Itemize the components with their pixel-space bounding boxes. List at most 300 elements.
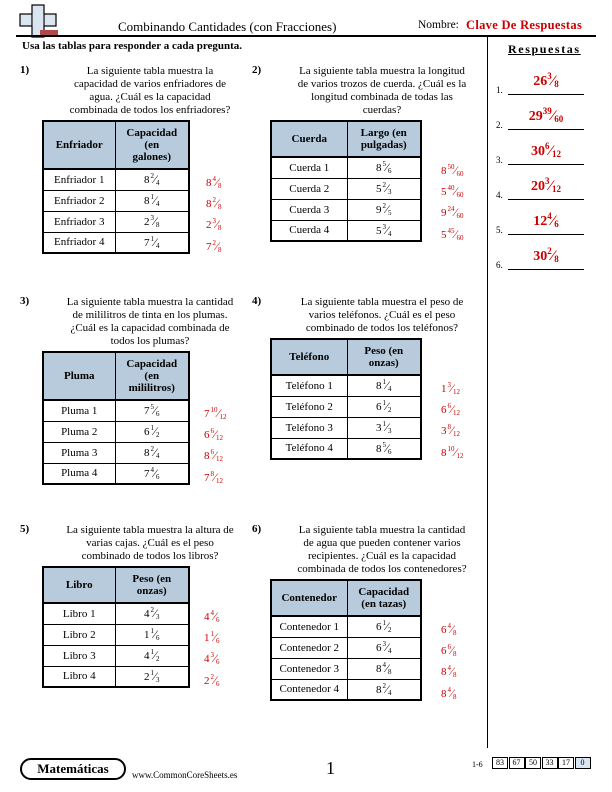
numerator: 3 xyxy=(212,217,216,226)
whole-part: 5 xyxy=(375,183,382,195)
numerator: 2 xyxy=(150,445,154,453)
denominator: 12 xyxy=(216,476,224,485)
mixed-number xyxy=(144,403,160,418)
column-header xyxy=(115,567,189,603)
whole-part: 8 xyxy=(143,447,150,459)
mixed-number xyxy=(376,619,392,634)
fraction-slash: ⁄ xyxy=(214,427,217,442)
denominator: 4 xyxy=(156,241,160,250)
row-label: Contenedor 3 xyxy=(271,658,347,679)
table-row xyxy=(43,666,189,687)
fraction-slash: ⁄ xyxy=(451,423,454,438)
numerator: 3 xyxy=(544,176,550,186)
row-value xyxy=(115,400,189,421)
fraction-slash: ⁄ xyxy=(454,444,457,459)
mixed-number xyxy=(531,141,561,160)
denominator: 8 xyxy=(554,254,559,264)
whole-part: 9 xyxy=(375,204,382,216)
fraction-slash: ⁄ xyxy=(549,143,552,159)
fraction-slash: ⁄ xyxy=(451,685,454,700)
fraction-slash: ⁄ xyxy=(451,381,454,395)
problem-text-line: agua. ¿Cuál es la capacidad xyxy=(89,91,211,103)
mixed-number xyxy=(441,445,464,460)
whole-part: 8 xyxy=(206,198,212,211)
whole-part: 8 xyxy=(375,442,382,455)
denominator: 2 xyxy=(156,431,160,439)
row-answer xyxy=(206,175,222,190)
fraction-slash: ⁄ xyxy=(153,606,156,621)
denominator: 3 xyxy=(156,675,160,684)
row-label: Pluma 1 xyxy=(43,400,115,421)
denominator: 60 xyxy=(456,233,464,242)
denominator: 12 xyxy=(552,184,561,194)
problem-text-line: La siguiente tabla muestra la xyxy=(86,65,214,77)
answer-line xyxy=(508,234,584,235)
problem-number: 1) xyxy=(20,64,30,76)
data-table xyxy=(270,579,422,701)
numerator: 3 xyxy=(547,71,552,81)
problem-text xyxy=(282,524,482,576)
score-range: 1-6 xyxy=(472,760,483,769)
denominator: 3 xyxy=(388,427,392,435)
column-header-line: (en tazas) xyxy=(361,598,407,610)
fraction-slash: ⁄ xyxy=(216,175,219,189)
mixed-number xyxy=(204,651,220,666)
denominator: 8 xyxy=(453,629,457,637)
denominator: 12 xyxy=(453,409,461,418)
whole-part: 8 xyxy=(375,683,382,696)
row-label: Libro 2 xyxy=(43,624,115,645)
row-label: Contenedor 2 xyxy=(271,637,347,658)
numerator: 50 xyxy=(447,163,455,171)
denominator: 60 xyxy=(456,170,464,178)
fraction-slash: ⁄ xyxy=(216,238,219,253)
fraction-slash: ⁄ xyxy=(385,681,388,696)
score-box: 83 xyxy=(492,757,508,769)
answer-number: 5. xyxy=(496,225,503,235)
table-row xyxy=(43,169,189,190)
whole-part: 2 xyxy=(206,219,212,232)
answers-title: Respuestas xyxy=(508,42,581,56)
answer-column-divider xyxy=(487,37,488,748)
problem-text-line: longitud combinada de todas las xyxy=(311,91,453,103)
row-answer xyxy=(441,622,457,637)
fraction-slash: ⁄ xyxy=(216,217,219,232)
row-answer xyxy=(441,163,464,178)
numerator: 5 xyxy=(150,403,154,412)
row-label: Enfriador 3 xyxy=(43,211,115,232)
whole-part: 30 xyxy=(533,249,548,264)
problem-text-line: capacidad de varios enfriadores de xyxy=(73,78,227,90)
fraction-slash: ⁄ xyxy=(214,469,217,484)
problem-text-line: varios teléfonos. ¿Cuál es el peso xyxy=(308,309,456,321)
column-header xyxy=(347,580,421,616)
mixed-number xyxy=(376,661,392,676)
whole-part: 4 xyxy=(204,611,210,623)
mixed-number xyxy=(206,217,222,232)
column-header-line: Capacidad xyxy=(126,358,178,370)
name-value: Clave De Respuestas xyxy=(466,18,583,32)
problem-text-line: La siguiente tabla muestra la longitud xyxy=(299,65,465,77)
denominator: 8 xyxy=(453,692,457,701)
row-answer xyxy=(441,664,457,679)
table-row xyxy=(271,396,421,417)
denominator: 6 xyxy=(216,679,220,688)
column-header xyxy=(115,352,189,400)
numerator: 2 xyxy=(382,181,386,189)
numerator: 6 xyxy=(210,448,214,457)
row-answer xyxy=(441,205,464,220)
mixed-number xyxy=(441,686,457,701)
table-row xyxy=(271,679,421,700)
fraction-slash: ⁄ xyxy=(451,402,454,417)
row-label: Contenedor 4 xyxy=(271,679,347,700)
answer-line xyxy=(508,269,584,270)
whole-part: 6 xyxy=(441,624,447,636)
problem-text xyxy=(50,524,250,563)
row-label: Pluma 2 xyxy=(43,421,115,442)
numerator: 1 xyxy=(150,424,154,432)
denominator: 2 xyxy=(156,655,160,663)
whole-part: 7 xyxy=(143,236,150,249)
answer-value xyxy=(511,106,581,125)
problem-text-line: combinada de todos los contenedores? xyxy=(297,563,467,575)
name-label: Nombre: xyxy=(418,19,459,31)
mixed-number xyxy=(144,214,160,229)
fraction-slash: ⁄ xyxy=(214,630,217,645)
problem-text xyxy=(282,296,482,335)
whole-part: 6 xyxy=(375,642,382,654)
fraction-slash: ⁄ xyxy=(385,378,388,393)
row-value xyxy=(347,637,421,658)
column-header: Pluma xyxy=(43,352,115,400)
whole-part: 8 xyxy=(441,446,447,459)
mixed-number xyxy=(441,423,460,438)
numerator: 8 xyxy=(210,469,214,478)
fraction-slash: ⁄ xyxy=(385,640,388,654)
answer-line xyxy=(508,129,584,130)
denominator: 8 xyxy=(453,650,457,659)
numerator: 40 xyxy=(447,184,455,193)
problem-text-line: combinado de todos los libros? xyxy=(81,550,219,562)
column-header-line: Peso (en xyxy=(364,345,404,357)
whole-part: 1 xyxy=(204,632,210,645)
denominator: 6 xyxy=(216,637,220,646)
numerator: 2 xyxy=(547,246,552,256)
table-row xyxy=(43,232,189,253)
mixed-number xyxy=(376,378,392,393)
fraction-slash: ⁄ xyxy=(454,205,457,220)
denominator: 60 xyxy=(456,191,464,200)
numerator: 2 xyxy=(150,172,154,181)
whole-part: 6 xyxy=(441,404,447,417)
table-row xyxy=(43,211,189,232)
answer-number: 3. xyxy=(496,155,503,165)
fraction-slash: ⁄ xyxy=(385,420,388,434)
numerator: 1 xyxy=(382,399,386,407)
numerator: 1 xyxy=(210,630,214,639)
row-label: Teléfono 2 xyxy=(271,396,347,417)
numerator: 5 xyxy=(382,440,386,449)
header-divider xyxy=(16,35,596,37)
data-table xyxy=(42,351,190,485)
data-table xyxy=(42,566,190,688)
problem-text xyxy=(50,296,250,348)
mixed-number xyxy=(533,71,559,90)
score-box: 0 xyxy=(575,757,591,769)
numerator: 4 xyxy=(212,175,216,183)
mixed-number xyxy=(204,630,220,645)
row-value xyxy=(347,220,421,241)
fraction-slash: ⁄ xyxy=(451,664,454,679)
problem-text-line: La siguiente tabla muestra la cantidad xyxy=(66,296,234,308)
column-header xyxy=(347,339,421,375)
column-header-line: Capacidad xyxy=(358,586,410,598)
problem-text-line: ¿Cuál es la capacidad combinada de xyxy=(70,322,230,334)
row-label: Libro 3 xyxy=(43,645,115,666)
problem-number: 3) xyxy=(20,295,30,307)
column-header xyxy=(115,121,189,169)
denominator: 6 xyxy=(554,219,559,229)
mixed-number xyxy=(376,399,392,414)
fraction-slash: ⁄ xyxy=(385,222,388,237)
row-value xyxy=(115,169,189,190)
row-answer xyxy=(204,470,223,485)
fraction-slash: ⁄ xyxy=(214,609,217,623)
row-value xyxy=(115,463,189,484)
fraction-slash: ⁄ xyxy=(214,672,217,687)
denominator: 6 xyxy=(156,410,160,419)
fraction-slash: ⁄ xyxy=(551,213,555,229)
worksheet-title: Combinando Cantidades (con Fracciones) xyxy=(118,19,337,34)
denominator: 4 xyxy=(388,229,392,238)
whole-part: 2 xyxy=(204,674,210,687)
row-value xyxy=(347,438,421,459)
mixed-number xyxy=(376,441,392,456)
mixed-number xyxy=(206,239,222,254)
mixed-number xyxy=(441,402,460,417)
fraction-slash: ⁄ xyxy=(153,627,156,641)
table-row xyxy=(271,658,421,679)
mixed-number xyxy=(441,664,457,679)
problem-text-line: varias cajas. ¿Cuál es el peso xyxy=(86,537,214,549)
mixed-number xyxy=(441,622,457,637)
whole-part: 30 xyxy=(530,144,545,159)
denominator: 8 xyxy=(218,203,222,212)
problem-text-line: La siguiente tabla muestra el peso de xyxy=(300,296,464,308)
row-label: Enfriador 1 xyxy=(43,169,115,190)
table-row xyxy=(271,375,421,396)
answer-number: 6. xyxy=(496,260,503,270)
mixed-number xyxy=(144,445,160,460)
mixed-number xyxy=(376,682,392,697)
row-answer xyxy=(441,381,460,396)
whole-part: 29 xyxy=(528,109,543,124)
answer-value xyxy=(511,71,581,90)
column-header-line: onzas) xyxy=(368,357,399,369)
column-header: Teléfono xyxy=(271,339,347,375)
fraction-slash: ⁄ xyxy=(385,661,388,675)
mixed-number xyxy=(204,427,223,442)
denominator: 12 xyxy=(552,149,561,159)
mixed-number xyxy=(376,223,392,238)
denominator: 6 xyxy=(156,634,160,642)
fraction-slash: ⁄ xyxy=(385,160,388,175)
denominator: 6 xyxy=(216,616,220,624)
row-answer xyxy=(441,445,464,460)
mixed-number xyxy=(144,606,160,621)
table-row xyxy=(271,438,421,459)
row-value xyxy=(115,421,189,442)
numerator: 1 xyxy=(150,648,154,656)
problem-number: 2) xyxy=(252,64,262,76)
denominator: 4 xyxy=(388,688,392,697)
row-label: Libro 1 xyxy=(43,603,115,624)
mixed-number xyxy=(204,470,223,485)
whole-part: 5 xyxy=(375,224,382,237)
fraction-slash: ⁄ xyxy=(153,234,156,249)
row-answer xyxy=(441,227,464,242)
column-header: Cuerda xyxy=(271,121,347,157)
table-row xyxy=(43,624,189,645)
numerator: 2 xyxy=(210,672,214,681)
row-value xyxy=(347,375,421,396)
denominator: 12 xyxy=(456,451,464,460)
problem-number: 5) xyxy=(20,523,30,535)
fraction-slash: ⁄ xyxy=(153,424,156,438)
denominator: 4 xyxy=(156,200,160,208)
whole-part: 1 xyxy=(143,629,150,641)
denominator: 4 xyxy=(156,452,160,460)
fraction-slash: ⁄ xyxy=(153,403,156,418)
whole-part: 7 xyxy=(204,471,210,484)
fraction-slash: ⁄ xyxy=(153,668,156,683)
numerator: 4 xyxy=(447,685,451,694)
fraction-slash: ⁄ xyxy=(454,184,457,199)
row-answer xyxy=(206,196,222,211)
answer-value xyxy=(511,211,581,230)
row-answer xyxy=(441,402,460,417)
row-value xyxy=(115,624,189,645)
numerator: 8 xyxy=(447,423,451,432)
denominator: 5 xyxy=(388,209,392,217)
denominator: 8 xyxy=(218,224,222,233)
row-answer xyxy=(441,184,464,199)
fraction-slash: ⁄ xyxy=(153,214,156,228)
table-row xyxy=(271,417,421,438)
answer-value xyxy=(511,176,581,195)
numerator: 3 xyxy=(210,651,214,660)
problem-text-line: combinado de todos los teléfonos? xyxy=(305,322,459,334)
whole-part: 6 xyxy=(143,426,150,438)
numerator: 39 xyxy=(542,106,552,116)
denominator: 8 xyxy=(218,245,222,254)
table-row xyxy=(43,400,189,421)
whole-part: 6 xyxy=(204,429,210,442)
numerator: 6 xyxy=(210,427,214,436)
row-value xyxy=(347,679,421,700)
numerator: 3 xyxy=(382,640,386,648)
numerator: 1 xyxy=(150,668,154,677)
row-label: Cuerda 1 xyxy=(271,157,347,178)
numerator: 3 xyxy=(447,381,451,389)
whole-part: 9 xyxy=(441,207,447,220)
table-row xyxy=(43,442,189,463)
column-header: Libro xyxy=(43,567,115,603)
row-label: Pluma 4 xyxy=(43,463,115,484)
whole-part: 4 xyxy=(143,650,150,662)
mixed-number xyxy=(441,381,460,396)
denominator: 6 xyxy=(156,472,160,481)
column-header-line: galones) xyxy=(132,151,171,163)
row-answer xyxy=(204,673,220,688)
score-box: 50 xyxy=(525,757,541,769)
mixed-number xyxy=(441,643,457,658)
whole-part: 7 xyxy=(143,405,150,418)
row-label: Enfriador 2 xyxy=(43,190,115,211)
whole-part: 3 xyxy=(375,422,382,434)
problem-text-line: La siguiente tabla muestra la cantidad xyxy=(298,524,466,536)
page-number: 1 xyxy=(326,758,335,778)
row-label: Enfriador 4 xyxy=(43,232,115,253)
fraction-slash: ⁄ xyxy=(153,193,156,207)
whole-part: 7 xyxy=(204,408,210,420)
denominator: 12 xyxy=(216,455,224,464)
answer-value xyxy=(511,246,581,265)
whole-part: 8 xyxy=(143,195,150,207)
whole-part: 5 xyxy=(441,228,447,241)
whole-part: 4 xyxy=(204,653,210,666)
answer-line xyxy=(508,94,584,95)
answer-value xyxy=(511,141,581,160)
answer-line xyxy=(508,164,584,165)
mixed-number xyxy=(204,609,220,624)
fraction-slash: ⁄ xyxy=(385,440,388,455)
column-header-line: (en xyxy=(144,370,160,382)
denominator: 6 xyxy=(388,167,392,176)
mixed-number xyxy=(533,211,559,230)
denominator: 60 xyxy=(554,114,564,124)
mixed-number xyxy=(204,673,220,688)
numerator: 3 xyxy=(382,222,386,231)
numerator: 6 xyxy=(447,402,451,411)
mixed-number xyxy=(441,184,464,199)
table-row xyxy=(271,157,421,178)
numerator: 5 xyxy=(382,160,386,169)
fraction-slash: ⁄ xyxy=(451,643,454,658)
row-value xyxy=(347,658,421,679)
column-header-line: (en xyxy=(144,139,160,151)
fraction-slash: ⁄ xyxy=(216,196,219,211)
whole-part: 8 xyxy=(375,380,382,393)
denominator: 8 xyxy=(156,221,160,229)
numerator: 2 xyxy=(382,202,386,210)
data-table xyxy=(270,338,422,460)
numerator: 4 xyxy=(150,465,154,474)
whole-part: 4 xyxy=(143,608,150,621)
column-header-line: Largo (en xyxy=(360,127,407,139)
whole-part: 12 xyxy=(533,214,548,229)
table-row xyxy=(271,637,421,658)
numerator: 1 xyxy=(382,378,386,387)
whole-part: 6 xyxy=(375,621,382,634)
numerator: 10 xyxy=(210,406,218,414)
whole-part: 8 xyxy=(441,165,447,177)
row-answer xyxy=(204,609,220,624)
denominator: 4 xyxy=(156,179,160,188)
row-answer xyxy=(206,217,222,232)
denominator: 60 xyxy=(456,212,464,221)
